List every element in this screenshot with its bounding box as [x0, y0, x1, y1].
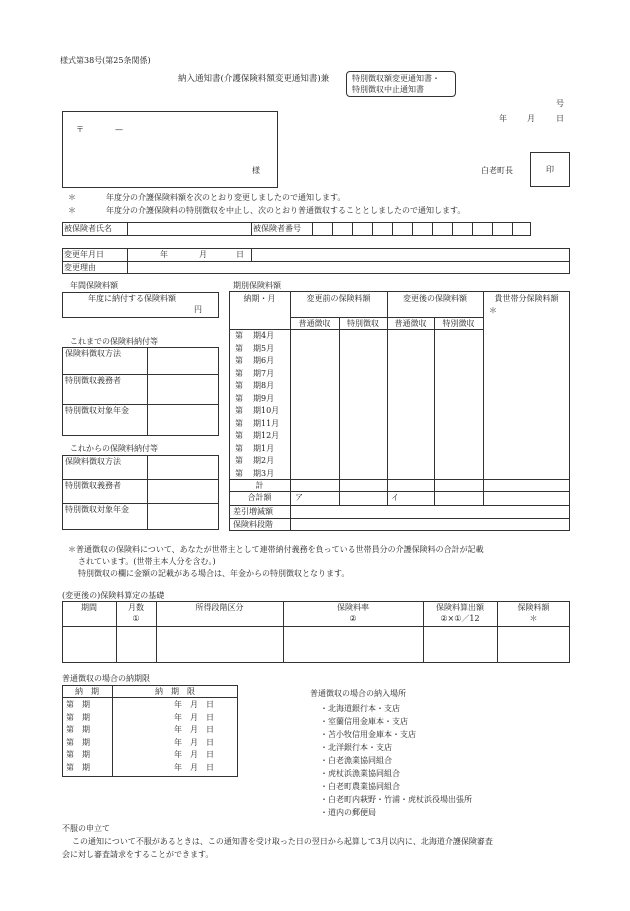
appeal-title: 不服の申立て: [62, 824, 110, 833]
issuer-name: 白老町長: [481, 166, 513, 175]
basis-col-months-mark: ①: [132, 614, 140, 623]
payment-place-item: ・白老町内萩野・竹浦・虎杖浜役場出張所: [320, 795, 472, 804]
appeal-line-1: この通知について不服があるときは、この通知書を受け取った日の翌日から起算して3月以内に、北海道介護保険審査: [72, 837, 493, 846]
col-period-header: 納期・月: [243, 294, 276, 303]
due-row-period: 第 期: [66, 700, 90, 709]
change-date-day: 日: [236, 250, 244, 259]
document-number-label: 号: [556, 99, 564, 108]
form-id: 様式第38号(第25条関係): [60, 56, 151, 65]
due-dates-title: 普通徴収の場合の納期限: [62, 674, 150, 683]
postal-dash: —: [115, 125, 123, 134]
future-payment-title: これからの保険料納付等: [70, 444, 158, 453]
due-row-date: 年 月 日: [174, 737, 214, 747]
payment-place-item: ・道内の郵便局: [320, 808, 376, 817]
basis-title: (変更後の)保険料算定の基礎: [62, 591, 165, 600]
payment-place-item: ・北洋銀行本・支店: [320, 743, 392, 752]
due-row-period: 第 期: [66, 712, 90, 722]
title-option-2: 特別徴収中止通知書: [352, 85, 424, 94]
due-col-deadline: 納 期 限: [155, 687, 195, 696]
basis-col-months: 月数: [128, 603, 144, 612]
insured-name-label: 被保険者氏名: [64, 224, 112, 233]
change-date-year: 年: [160, 250, 168, 259]
premium-stage-label: 保険料段階: [233, 520, 273, 529]
after-special-header: 特別徴収: [442, 319, 475, 328]
appeal-line-2: 会に対し審査請求をすることができます。: [62, 850, 214, 859]
payment-place-item: ・虎杖浜漁業協同組合: [320, 769, 400, 778]
seal-label: 印: [546, 165, 554, 174]
before-normal-header: 普通徴収: [298, 319, 331, 328]
due-row-date: 年 月 日: [174, 700, 214, 709]
postal-mark: 〒: [76, 125, 84, 134]
notice-1-mark: ＊: [68, 193, 76, 202]
due-row-date: 年 月 日: [174, 762, 214, 772]
col-household-header: 貴世帯分保険料額: [494, 294, 559, 303]
payment-place-item: ・白老町農業協同組合: [320, 782, 400, 791]
future-payment-table: [62, 455, 219, 530]
change-date-label: 変更年月日: [64, 250, 104, 259]
due-row-date: 年 月 日: [174, 750, 214, 759]
basis-col-calculated: 保険料算出額: [436, 603, 484, 612]
annual-amount-label: 年度に納付する保険料額: [88, 294, 176, 303]
due-row-period: 第 期: [66, 725, 90, 734]
footnote-line-3: 特別徴収の欄に金額の記載がある場合は、年金からの特別徴収となります。: [78, 569, 350, 578]
payment-place-item: ・北海道銀行本・支店: [320, 704, 400, 713]
period-row: 第 期11月: [235, 418, 280, 428]
period-row: 第 期4月: [235, 331, 275, 340]
due-row-period: 第 期: [66, 737, 90, 747]
payment-place-item: ・苫小牧信用金庫本・支店: [320, 730, 416, 739]
total-i-mark: イ: [391, 493, 399, 502]
basis-col-income-stage: 所得段階区分: [195, 603, 244, 612]
future-pension-label: 特別徴収対象年金: [65, 505, 129, 514]
payment-places-title: 普通徴収の場合の納入場所: [310, 689, 406, 698]
col-after-header: 変更後の保険料額: [403, 294, 467, 303]
prior-payment-title: これまでの保険料納付等: [70, 337, 158, 346]
change-date-month: 月: [199, 250, 207, 259]
period-row: 第 期10月: [235, 406, 280, 415]
period-row: 第 期3月: [235, 468, 275, 478]
footnote-line-1: ＊普通徴収の保険料について、あなたが世帯主として連帯納付義務を負っている世帯員分の介護保険料の合計が記載: [68, 545, 484, 554]
basis-col-rate-mark: ②: [349, 614, 357, 623]
notice-1-text: 年度分の介護保険料額を次のとおり変更しましたので通知します。: [106, 193, 346, 202]
due-row-date: 年 月 日: [174, 725, 214, 734]
difference-label: 差引増減額: [233, 507, 273, 516]
change-reason-label: 変更理由: [64, 263, 96, 272]
col-before-header: 変更前の保険料額: [306, 294, 371, 303]
due-row-period: 第 期: [66, 750, 90, 759]
period-row: 第 期2月: [235, 456, 275, 465]
title-option-1: 特別徴収額変更通知書・: [352, 74, 440, 83]
total-a-mark: ア: [295, 493, 303, 502]
footnote-line-2: されています。(世帯主本人分を含む。): [78, 557, 216, 566]
seal-box: [530, 152, 570, 187]
issue-date-year: 年: [499, 114, 507, 123]
prior-payment-table: [62, 347, 219, 436]
due-row-period: 第 期: [66, 762, 90, 772]
basis-col-rate: 保険料率: [337, 603, 369, 612]
after-normal-header: 普通徴収: [394, 319, 427, 328]
notice-2-text: 年度分の介護保険料の特別徴収を中止し、次のとおり普通徴収することとしましたので通知します。: [106, 206, 466, 215]
basis-col-calculated-formula: ②×①／12: [440, 614, 480, 623]
periodic-section-title: 期別保険料額: [233, 281, 281, 290]
prior-pension-label: 特別徴収対象年金: [65, 406, 129, 415]
period-row: 第 期5月: [235, 343, 275, 353]
address-box: [62, 111, 278, 188]
annual-section-title: 年間保険料額: [70, 281, 118, 290]
period-row: 第 期8月: [235, 381, 275, 390]
col-household-mark: ＊: [489, 306, 497, 315]
period-row: 第 期6月: [235, 356, 275, 365]
prior-method-label: 保険料徴収方法: [65, 349, 121, 358]
due-row-date: 年 月 日: [174, 712, 214, 722]
basis-col-premium-mark: ＊: [529, 614, 538, 623]
payment-place-item: ・白老漁業協同組合: [320, 756, 392, 765]
annual-yen: 円: [194, 305, 202, 314]
subtotal-label: 計: [255, 481, 264, 490]
issue-date-month: 月: [527, 114, 535, 123]
due-col-period: 納 期: [75, 687, 99, 696]
prior-obligor-label: 特別徴収義務者: [65, 376, 121, 385]
notice-2-mark: ＊: [68, 206, 76, 215]
future-method-label: 保険料徴収方法: [65, 457, 121, 466]
future-obligor-label: 特別徴収義務者: [65, 481, 121, 490]
total-label: 合計額: [247, 493, 272, 502]
period-row: 第 期9月: [235, 393, 275, 403]
period-row: 第 期1月: [235, 443, 275, 453]
basis-col-premium: 保険料額: [517, 603, 550, 612]
addressee-honorific: 様: [252, 166, 260, 175]
period-row: 第 期12月: [235, 431, 280, 440]
insured-number-label: 被保険者番号: [253, 224, 301, 233]
period-row: 第 期7月: [235, 368, 275, 378]
issue-date-day: 日: [556, 114, 564, 123]
payment-place-item: ・室蘭信用金庫本・支店: [320, 717, 408, 726]
before-special-header: 特別徴収: [347, 319, 379, 328]
basis-col-period: 期間: [81, 603, 97, 612]
document-title: 納入通知書(介護保険料額変更通知書)兼: [178, 74, 330, 84]
